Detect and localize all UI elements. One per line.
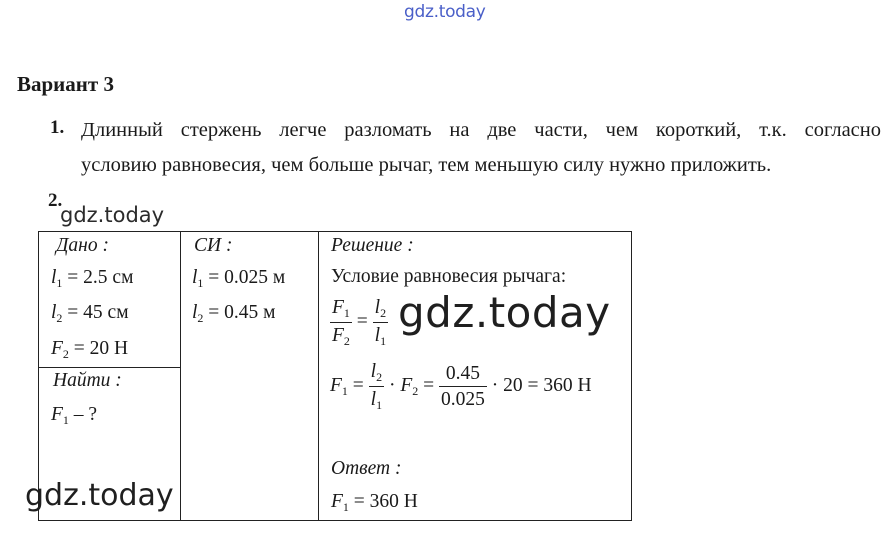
equation-result: $F_1$ = $\frac{l_2}{l_1}$ · $F_2$ = $\frac{0.45}{0.025}$ · 20 = 360 Н: [330, 361, 592, 412]
find-f1: $F_1$ – ?: [51, 404, 98, 427]
solution-condition: Условие равновесия рычага:: [331, 266, 567, 287]
watermark-large: gdz.today: [398, 288, 611, 337]
table-divider-2: [318, 232, 319, 520]
si-l1: $l_1 = 0.025$ м: [192, 267, 286, 290]
given-l2: $l_2 = 45$ см: [51, 302, 129, 325]
si-l2: $l_2 = 0.45$ м: [192, 302, 276, 325]
variant-heading: Вариант 3: [17, 72, 114, 96]
given-label: Дано :: [56, 235, 109, 256]
solution-label: Решение :: [331, 235, 414, 256]
equation-balance: $\frac{F_1}{F_2}$ = $\frac{l_2}{l_1}$: [332, 297, 387, 348]
watermark-small: gdz.today: [60, 203, 165, 227]
given-l1: $l_1 = 2.5$ см: [51, 267, 134, 290]
given-f2: $F_2 = 20$ Н: [51, 338, 129, 361]
answer-label: Ответ :: [331, 458, 402, 479]
table-divider-1: [180, 232, 181, 520]
item-2-number: 2.: [48, 190, 63, 211]
answer-value: $F_1 = 360$ Н: [331, 491, 418, 514]
item-1-number: 1.: [50, 117, 65, 138]
watermark-top: gdz.today: [404, 2, 486, 22]
si-label: СИ :: [194, 235, 233, 256]
item-1-line-1: Длинный стержень легче разломать на две части, чем короткий, т.к. согласно: [81, 119, 881, 141]
item-1-line-2: условию равновесия, чем больше рычаг, тем меньшую силу нужно приложить.: [81, 154, 772, 176]
find-label: Найти :: [53, 370, 122, 391]
table-divider-given-find: [39, 367, 180, 368]
item-1-text: [81, 113, 881, 183]
watermark-bottom: gdz.today: [25, 478, 174, 513]
